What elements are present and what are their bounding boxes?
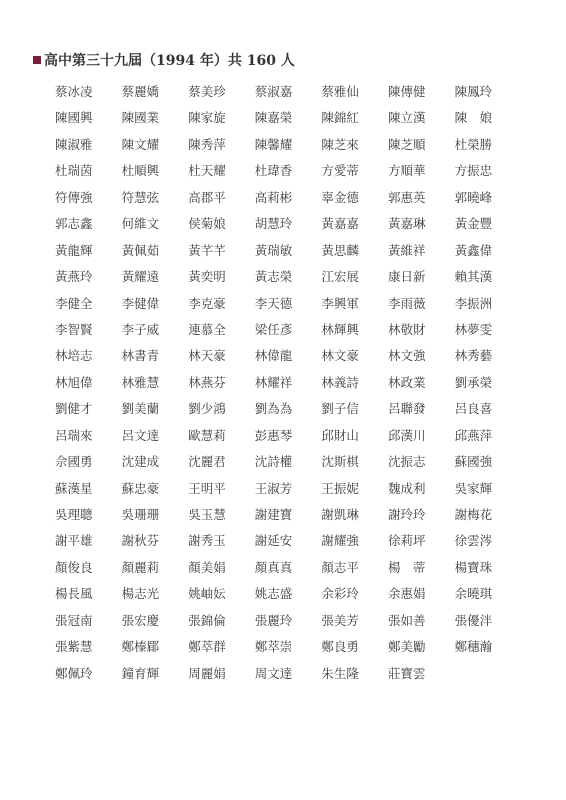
name-entry: 邱燕萍	[454, 427, 493, 443]
name-entry: 江宏展	[321, 269, 359, 285]
name-entry: 王明平	[188, 480, 226, 496]
name-entry: 蘇漢星	[55, 480, 93, 496]
name-entry: 林書青	[121, 348, 160, 364]
name-entry: 李雨薇	[387, 295, 426, 311]
name-entry: 姚志盛	[254, 586, 293, 602]
name-entry: 楊志光	[121, 586, 160, 602]
name-entry: 鄭榛郿	[121, 639, 160, 655]
name-entry: 邱漢川	[387, 427, 426, 443]
name-entry: 謝建寶	[254, 507, 293, 522]
name-entry: 蔡雅仙	[321, 84, 359, 99]
name-entry: 陳國業	[121, 110, 160, 126]
name-grid	[55, 79, 521, 687]
name-entry: 陳芝順	[387, 136, 426, 152]
name-entry: 余惠娟	[387, 586, 426, 602]
name-entry: 鄭穗瀚	[454, 639, 493, 655]
name-entry: 周麗娟	[188, 665, 226, 681]
name-entry: 陳秀萍	[188, 136, 226, 152]
name-entry: 劉為為	[254, 401, 293, 417]
name-entry: 鄭佩玲	[55, 665, 93, 681]
name-entry: 鄭美勵	[387, 639, 426, 655]
name-entry: 黃思麟	[321, 242, 359, 258]
name-entry: 黃志榮	[254, 269, 293, 285]
name-entry: 林輝興	[321, 321, 359, 337]
name-entry: 陳嘉榮	[254, 110, 293, 126]
name-entry: 張錦倫	[188, 612, 226, 628]
name-entry: 林培志	[55, 348, 93, 364]
name-entry: 郭曉峰	[454, 189, 493, 205]
name-entry: 蘇國強	[454, 454, 493, 470]
name-entry: 陳鳳玲	[454, 84, 493, 99]
name-entry: 符傳強	[55, 189, 93, 205]
name-entry: 蔡冰凌	[55, 84, 93, 99]
name-entry: 魏成利	[387, 480, 426, 496]
name-entry: 杜順興	[121, 163, 160, 179]
name-entry: 周文達	[254, 665, 293, 681]
name-entry: 邱財山	[321, 427, 359, 443]
name-entry: 黃奕明	[188, 269, 226, 285]
name-entry: 陳文耀	[121, 136, 160, 152]
name-entry: 李健偉	[121, 295, 160, 311]
name-entry: 張宏慶	[121, 612, 160, 628]
name-entry: 沈斯棋	[321, 454, 359, 470]
name-entry: 劉子信	[321, 401, 359, 417]
name-entry: 高郡平	[188, 189, 226, 205]
name-entry: 黃燕玲	[55, 269, 93, 285]
name-entry: 陳立漢	[387, 110, 426, 126]
name-entry: 黃嘉嘉	[321, 216, 359, 232]
name-entry: 陳芝來	[321, 136, 359, 152]
name-entry: 方振忠	[454, 163, 493, 179]
name-entry: 林文強	[387, 348, 426, 364]
name-entry: 林燕芬	[188, 374, 226, 390]
name-entry: 余彩玲	[321, 586, 359, 602]
name-entry: 謝玲玲	[387, 507, 426, 522]
name-entry: 陳家旋	[188, 110, 226, 126]
name-entry: 劉承榮	[454, 374, 493, 390]
name-entry: 謝秀玉	[188, 533, 226, 549]
name-entry: 沈建成	[121, 454, 160, 470]
name-entry: 朱生隆	[321, 665, 359, 681]
name-entry: 辜金德	[321, 189, 359, 205]
name-entry: 方愛蒂	[321, 163, 359, 179]
name-entry: 陳 娘	[454, 110, 493, 126]
name-entry: 高莉彬	[254, 189, 293, 205]
name-entry: 蔡美珍	[188, 84, 226, 99]
name-entry: 蔡麗嬌	[121, 84, 160, 99]
name-entry: 張美芳	[321, 612, 359, 628]
name-entry: 謝秋芬	[121, 533, 160, 549]
name-entry: 劉少鴻	[188, 401, 226, 417]
name-entry: 林秀藝	[454, 348, 493, 364]
name-entry: 李智賢	[55, 321, 93, 337]
name-entry: 梁任彥	[254, 321, 293, 337]
name-entry: 蘇忠豪	[121, 480, 160, 496]
name-entry: 連慕全	[188, 321, 226, 337]
name-entry: 陳國興	[55, 110, 93, 126]
name-entry: 鄭萃群	[188, 639, 226, 655]
name-entry: 楊 蒂	[387, 559, 426, 575]
page-heading	[33, 48, 295, 72]
name-entry: 王振妮	[321, 480, 359, 496]
name-entry: 呂文達	[121, 427, 160, 443]
name-entry: 吳家輝	[454, 480, 493, 496]
name-entry: 鄭萃崇	[254, 639, 293, 655]
name-entry: 徐莉坪	[387, 533, 426, 549]
name-entry: 吳玉慧	[188, 507, 226, 522]
name-entry: 楊寶珠	[454, 559, 493, 575]
name-entry: 莊寶雲	[387, 665, 426, 681]
name-entry: 李健全	[55, 295, 93, 311]
name-entry: 林夢雯	[454, 321, 493, 337]
name-entry: 彭惠琴	[254, 427, 293, 443]
name-entry: 沈麗君	[188, 454, 226, 470]
name-entry: 林義詩	[321, 374, 359, 390]
name-entry: 張如善	[387, 612, 426, 628]
name-entry: 佘國勇	[55, 454, 93, 470]
name-entry: 林耀祥	[254, 374, 293, 390]
name-entry: 林旭偉	[55, 374, 93, 390]
name-entry: 張冠南	[55, 612, 93, 628]
name-entry: 陳淑雅	[55, 136, 93, 152]
name-entry: 郭惠英	[387, 189, 426, 205]
name-entry: 顏美娟	[188, 559, 226, 575]
name-entry: 王淑芳	[254, 480, 293, 496]
name-entry: 陳錦紅	[321, 110, 359, 126]
name-entry: 康日新	[387, 269, 426, 285]
name-entry: 顏麗莉	[121, 559, 160, 575]
name-entry: 黃金豐	[454, 216, 493, 232]
name-entry: 顏志平	[321, 559, 359, 575]
name-entry: 呂瑞來	[55, 427, 93, 443]
name-entry: 謝梅花	[454, 507, 493, 522]
name-entry: 胡慧玲	[254, 216, 293, 232]
name-entry: 謝耀強	[321, 533, 359, 549]
name-entry: 沈振志	[387, 454, 426, 470]
name-entry: 黃嘉琳	[387, 216, 426, 232]
heading-text: 高中第三十九屆（1994 年）共 160 人	[44, 53, 295, 69]
name-entry: 顏俊良	[55, 559, 93, 575]
name-entry: 黃佩茹	[121, 242, 160, 258]
name-entry: 杜天耀	[188, 163, 226, 179]
name-entry: 歐慧莉	[188, 427, 226, 443]
name-entry: 余曉琪	[454, 586, 493, 602]
name-entry: 林政業	[387, 374, 426, 390]
name-entry: 杜瑋香	[254, 163, 293, 179]
name-entry: 謝凱琳	[321, 507, 359, 522]
name-entry: 林雅慧	[121, 374, 160, 390]
name-entry: 李振洲	[454, 295, 493, 311]
name-entry: 李天德	[254, 295, 293, 311]
name-entry: 劉美蘭	[121, 401, 160, 417]
name-entry: 張優泮	[454, 612, 493, 628]
name-entry: 陳傳健	[387, 84, 426, 99]
name-entry: 黃芊芊	[188, 242, 226, 258]
name-entry: 林敬財	[387, 321, 426, 337]
name-entry: 吳理聰	[55, 507, 93, 522]
name-entry: 何維文	[121, 216, 160, 232]
name-entry: 符慧弦	[121, 189, 160, 205]
name-entry: 顏真真	[254, 559, 293, 575]
name-entry: 林天豪	[188, 348, 226, 364]
name-entry: 黃維祥	[387, 242, 426, 258]
name-entry: 李興軍	[321, 295, 359, 311]
name-entry: 謝平雄	[55, 533, 93, 549]
name-entry: 黃瑞敏	[254, 242, 293, 258]
square-bullet-icon	[33, 56, 41, 64]
name-entry: 賴其漢	[454, 269, 493, 285]
name-entry: 林文豪	[321, 348, 359, 364]
name-entry: 郭志鑫	[55, 216, 93, 232]
name-entry: 楊長風	[55, 586, 93, 602]
name-entry: 陳馨耀	[254, 136, 293, 152]
name-entry: 李克豪	[188, 295, 226, 311]
name-entry: 侯菊娘	[188, 216, 226, 232]
name-entry: 鐘育輝	[121, 665, 160, 681]
name-entry: 張麗玲	[254, 612, 293, 628]
name-entry: 吳珊珊	[121, 507, 160, 522]
name-entry: 劉健才	[55, 401, 93, 417]
name-entry: 杜瑞茵	[55, 163, 93, 179]
name-entry: 黃鑫偉	[454, 242, 493, 258]
name-entry: 沈詩權	[254, 454, 293, 470]
name-entry: 呂良喜	[454, 401, 493, 417]
name-entry: 謝延安	[254, 533, 293, 549]
name-entry: 杜榮勝	[454, 136, 493, 152]
name-entry: 張紫慧	[55, 639, 93, 655]
name-entry: 林偉龍	[254, 348, 293, 364]
name-entry: 蔡淑嘉	[254, 84, 293, 99]
name-entry: 李子威	[121, 321, 160, 337]
name-entry: 鄭良勇	[321, 639, 359, 655]
name-entry: 黃龍輝	[55, 242, 93, 258]
name-entry: 呂聯發	[387, 401, 426, 417]
name-entry: 黃耀遠	[121, 269, 160, 285]
name-entry: 姚岫妘	[188, 586, 226, 602]
name-entry: 方順華	[387, 163, 426, 179]
name-entry: 徐雲涔	[454, 533, 493, 549]
